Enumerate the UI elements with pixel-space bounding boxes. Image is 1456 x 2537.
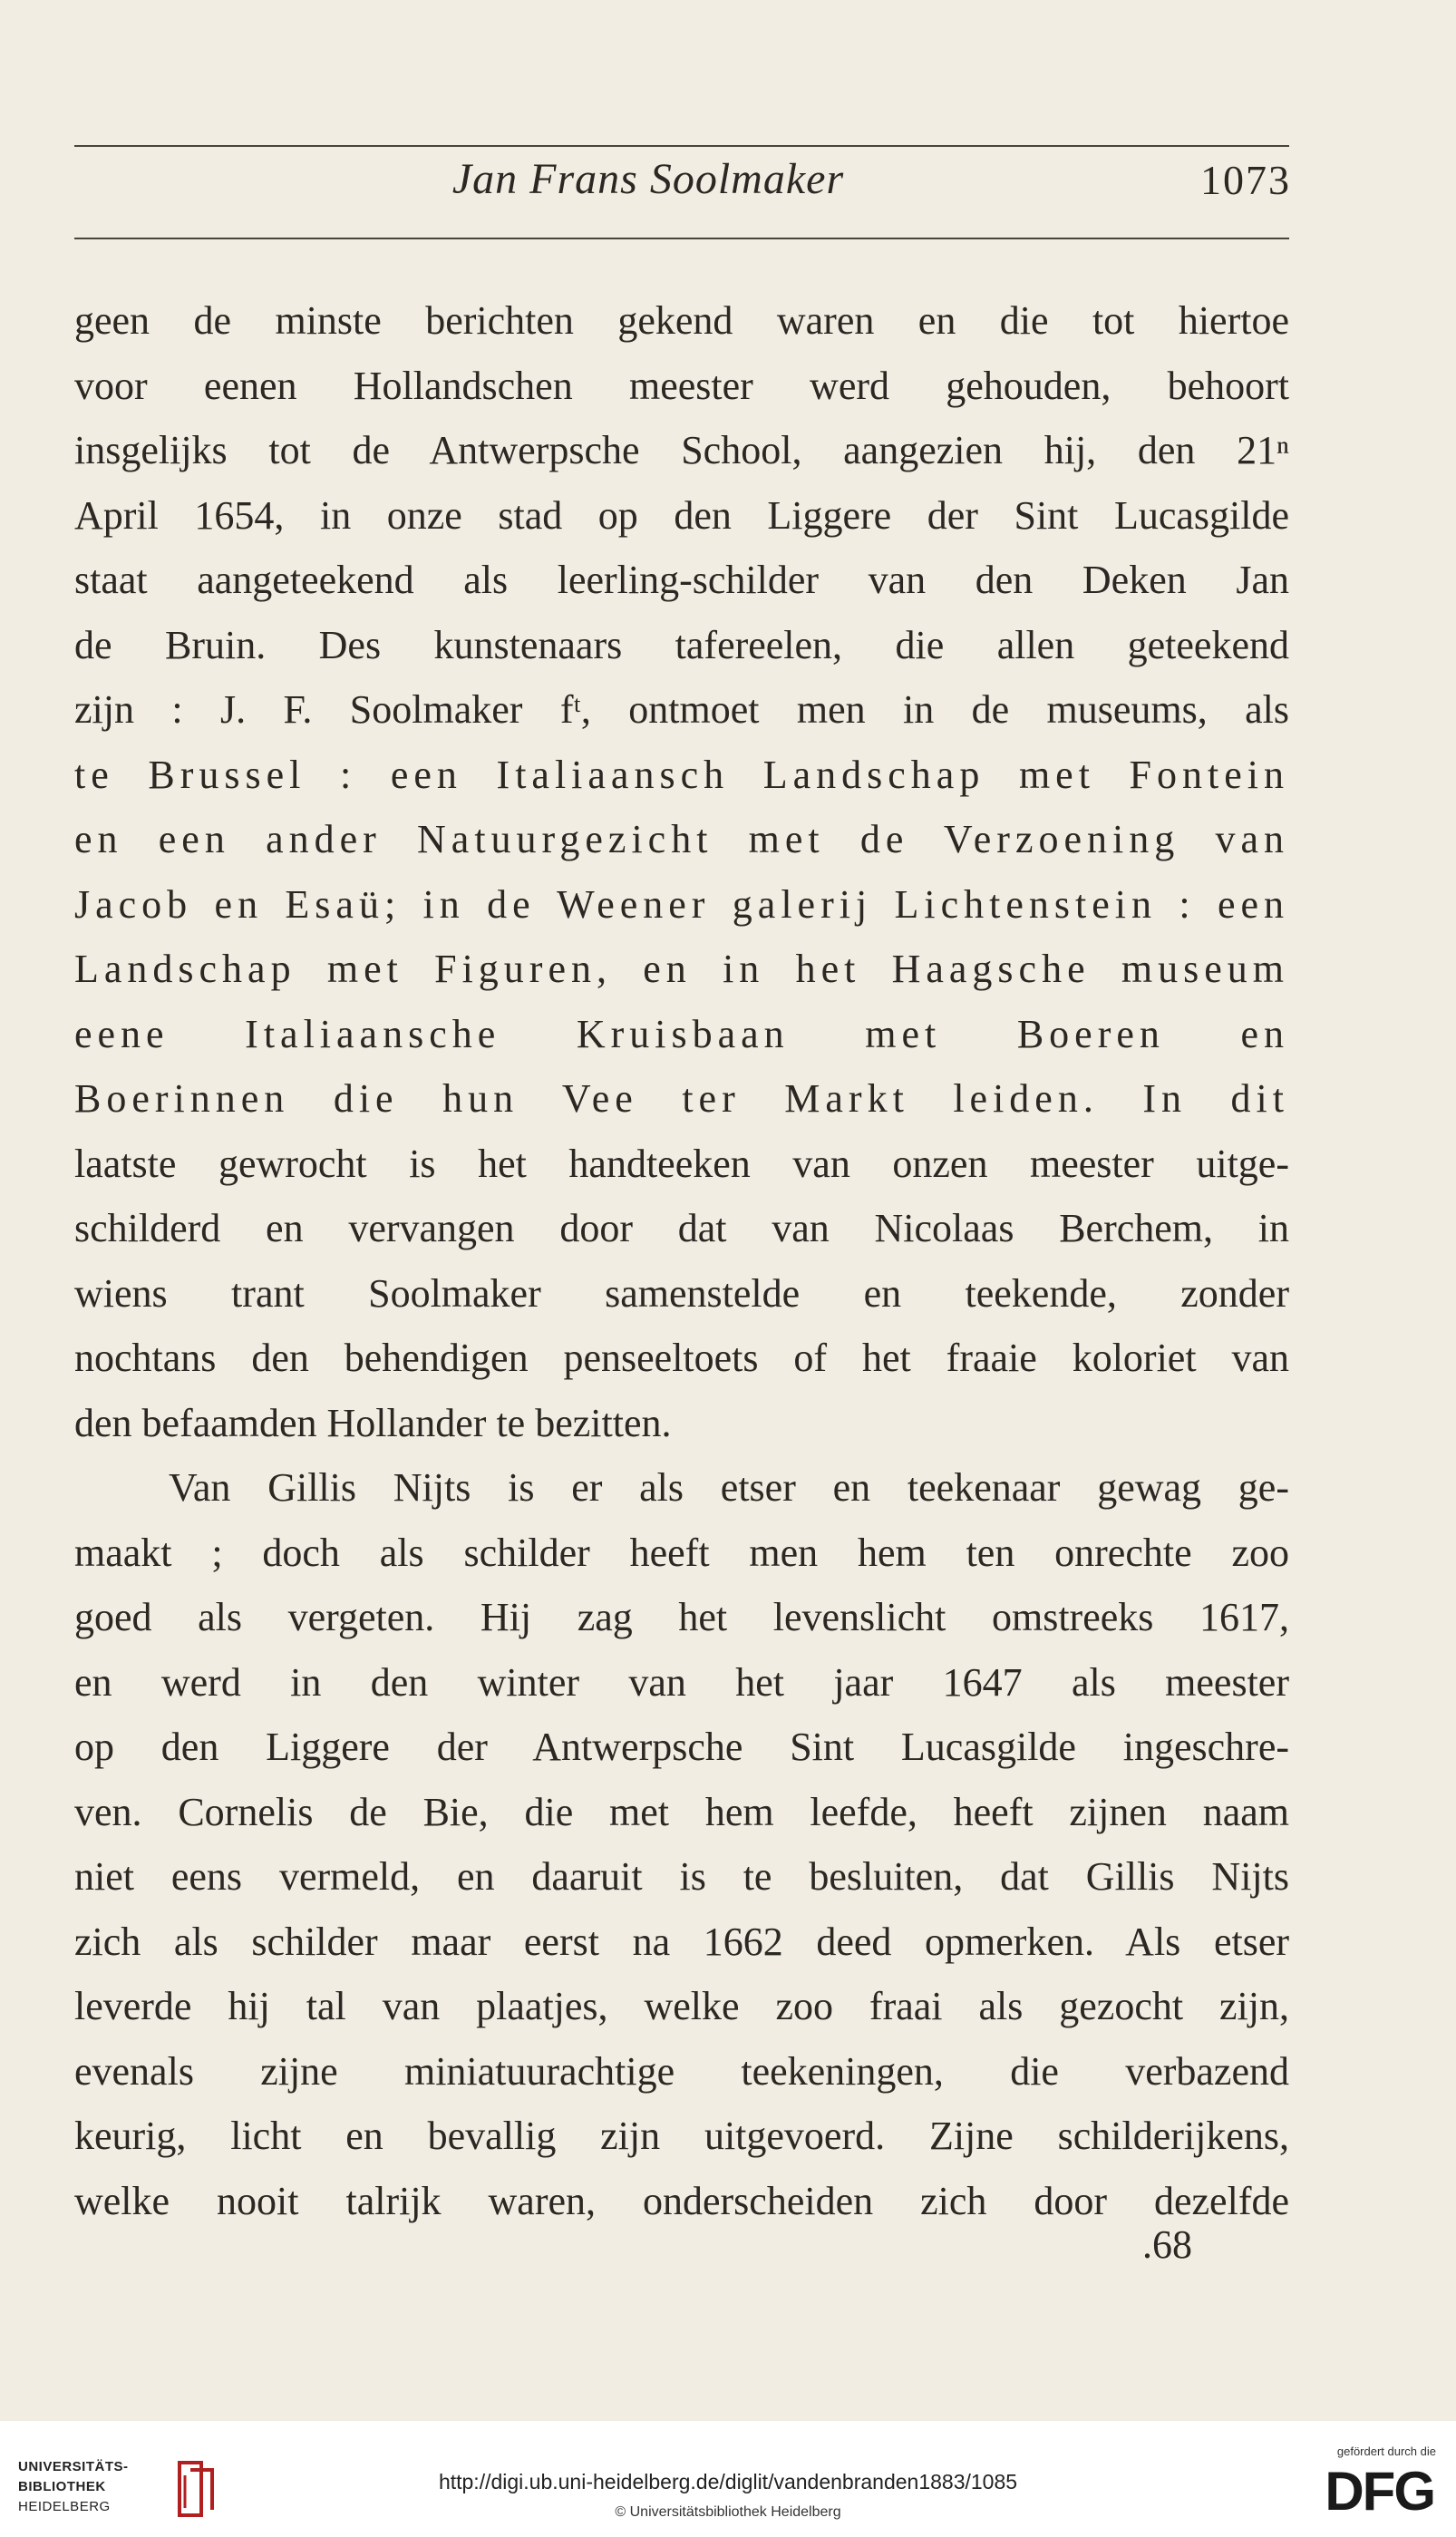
text-line: en werd in den winter van het jaar 1647 als meester — [74, 1659, 1289, 1705]
text-line: voor eenen Hollandschen meester werd gehouden, behoort — [74, 363, 1289, 408]
text-line: insgelijks tot de Antwerpsche School, aangezien hij, den 21ⁿ — [74, 428, 1289, 472]
signature-mark: .68 — [1142, 2222, 1192, 2267]
text-line: en een ander Natuurgezicht met de Verzoening van — [74, 817, 1289, 861]
funding-caption: gefördert durch die — [1336, 2445, 1436, 2458]
copyright-notice: © Universitätsbibliothek Heidelberg — [615, 2504, 841, 2520]
permalink-url[interactable]: http://digi.ub.uni-heidelberg.de/diglit/vandenbranden1883/1085 — [438, 2470, 1018, 2493]
text-line: welke nooit talrijk waren, onderscheiden zich door dezelfde — [74, 2178, 1289, 2223]
text-line: Jacob en Esaü; in de Weener galerij Lichtenstein : een — [74, 881, 1289, 927]
text-line: geen de minste berichten gekend waren en die tot hiertoe — [74, 298, 1289, 343]
library-name-line: UNIVERSITÄTS- — [18, 2459, 129, 2474]
text-line: staat aangeteekend als leerling-schilder van den Deken Jan — [74, 558, 1289, 602]
dfg-logo[interactable]: DFG — [1325, 2461, 1434, 2522]
text-line: goed als vergeten. Hij zag het levenslicht omstreeks 1617, — [74, 1595, 1289, 1639]
text-line: zijn : J. F. Soolmaker fᵗ, ontmoet men in de museums, als — [74, 687, 1289, 732]
footer-bar — [0, 2421, 1456, 2537]
header-rule-top — [74, 145, 1289, 147]
library-name-line: HEIDELBERG — [18, 2499, 111, 2514]
text-line: niet eens vermeld, en daaruit is te besluiten, dat Gillis Nijts — [74, 1854, 1289, 1899]
text-line: op den Liggere der Antwerpsche Sint Lucasgilde ingeschre- — [74, 1725, 1289, 1769]
text-line: eene Italiaansche Kruisbaan met Boeren en — [74, 1011, 1289, 1056]
library-name-line: BIBLIOTHEK — [18, 2479, 106, 2494]
text-line: zich als schilder maar eerst na 1662 deed opmerken. Als etser — [74, 1919, 1289, 1964]
header-rule-bottom — [74, 238, 1289, 239]
text-line: Landschap met Figuren, en in het Haagsche museum — [74, 947, 1289, 991]
text-line: nochtans den behendigen penseeltoets of het fraaie koloriet van — [74, 1336, 1289, 1380]
text-line: laatste gewrocht is het handteeken van onzen meester uitge- — [74, 1141, 1289, 1186]
text-line: wiens trant Soolmaker samenstelde en teekende, zonder — [74, 1270, 1289, 1316]
text-line: ven. Cornelis de Bie, die met hem leefde, heeft zijnen naam — [74, 1789, 1289, 1834]
body-text — [74, 288, 1289, 2233]
text-line: maakt ; doch als schilder heeft men hem ten onrechte zoo — [74, 1530, 1289, 1575]
text-line: schilderd en vervangen door dat van Nicolaas Berchem, in — [74, 1206, 1289, 1250]
running-title: Jan Frans Soolmaker — [451, 155, 845, 203]
text-line: Boerinnen die hun Vee ter Markt leiden. In dit — [74, 1076, 1289, 1121]
text-line: keurig, licht en bevallig zijn uitgevoerd. Zijne schilderijkens, — [74, 2114, 1289, 2158]
text-line: April 1654, in onze stad op den Liggere der Sint Lucasgilde — [74, 492, 1289, 538]
text-line: leverde hij tal van plaatjes, welke zoo fraai als gezocht zijn, — [74, 1984, 1289, 2028]
text-line: te Brussel : een Italiaansch Landschap met Fontein — [74, 752, 1289, 797]
text-line: evenals zijne miniatuurachtige teekeningen, die verbazend — [74, 2048, 1289, 2094]
text-line-paragraph-end: den befaamden Hollander te bezitten. — [74, 1400, 672, 1445]
text-line: de Bruin. Des kunstenaars tafereelen, die allen geteekend — [74, 622, 1289, 667]
text-line-paragraph-start: Van Gillis Nijts is er als etser en teekenaar gewag ge- — [169, 1465, 1289, 1510]
page-number: 1073 — [1200, 157, 1291, 203]
